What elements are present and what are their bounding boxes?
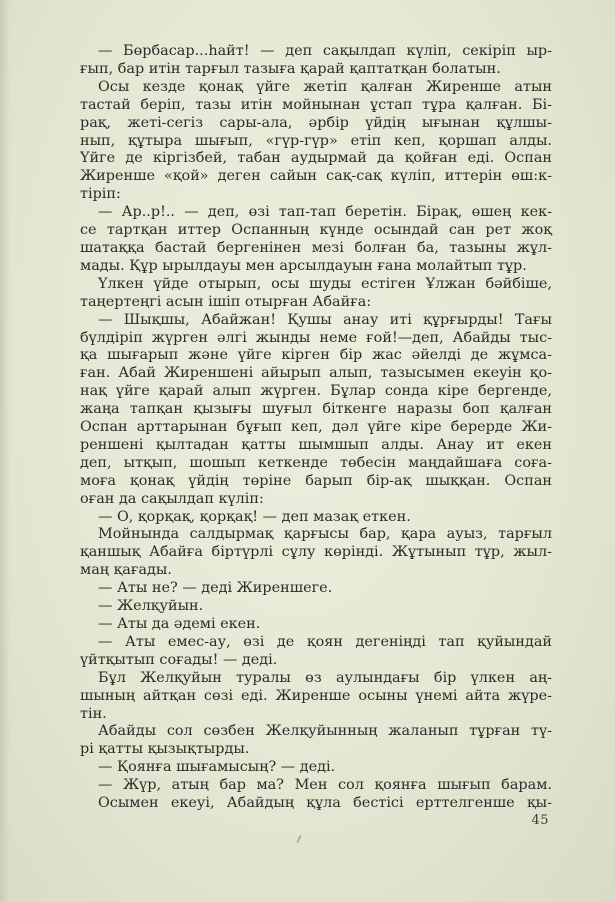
text-line: тін.: [80, 705, 107, 722]
text-line: Абайды сол сөзбен Желқуйынның жаланып тұрған тү-: [98, 723, 552, 740]
text-line: шатаққа бастай бергенінен мезі болған ба, тазыны жұл-: [80, 239, 552, 256]
text-line: — Аты не? — деді Жиреншеге.: [98, 580, 333, 597]
text-line: Үлкен үйде отырып, осы шуды естіген Ұлжан бәйбіше,: [98, 275, 552, 292]
text-line: қаншық Абайға біртүрлі сұлу көрінді. Жұтынып тұр, жыл-: [80, 544, 552, 561]
text-line: маң қағады.: [80, 562, 172, 579]
text-line: мады. Құр ырылдауы мен арсылдауын ғана молайтып тұр.: [80, 257, 527, 274]
text-line: қа шығарып және үйге кірген бір жас әйелді де жұмса-: [80, 347, 552, 364]
text-line: бүлдіріп жүрген әлгі жынды неме ғой!—деп, Абайды тыс-: [80, 329, 552, 346]
text-line: Үйге де кіргізбей, табан аудырмай да қойған еді. Оспан: [80, 150, 552, 167]
text-line: оған да сақылдап күліп:: [80, 490, 264, 507]
text-line: шының айтқан сөзі еді. Жиренше осыны үнемі айта жүре-: [80, 687, 552, 704]
text-line: Жиреншe «қой» деген сайын сақ-сақ күліп, иттерін өш:к-: [80, 168, 552, 185]
text-line: Оспан арттарынан бұғып кеп, дәл үйге кіре берерде Жи-: [80, 419, 552, 436]
page-number: 45: [531, 813, 549, 828]
text-line: — О, қорқақ, қорқақ! — деп мазақ еткен.: [98, 508, 411, 525]
text-line: — Бөрбасар...һайт! — деп сақылдап күліп, секіріп ыр-: [98, 43, 552, 59]
text-line: — Қоянға шығамысың? — деді.: [98, 759, 336, 776]
text-line: — Аты да әдемі екен.: [98, 616, 261, 632]
text-line: реншені қылтадан қатты шымшып алды. Анау ит екен: [80, 436, 552, 453]
text-line: нақ үйге қарай алып жүрген. Бұлар сонда кіре бергенде,: [80, 383, 552, 400]
text-line: Мойнында салдырмақ қарғысы бар, қара ауыз, тарғыл: [98, 526, 552, 543]
text-line: — Шықшы, Абайжан! Қушы анау иті құрғырды! Тағы: [98, 311, 552, 328]
text-line: се тартқан иттер Оспанның күнде осындай сан рет жоқ: [80, 222, 552, 239]
text-line: үйтқытып соғады! — деді.: [80, 651, 278, 668]
text-line: ғып, бар итін тарғыл тазыға қарай қаптатқан болатын.: [80, 60, 501, 77]
print-speck: [296, 835, 301, 843]
text-line: тастай беріп, тазы итін мойнынан ұстап тұра қалған. Бі-: [80, 96, 552, 113]
text-line: таңертеңгі асын ішіп отырған Абайға:: [80, 293, 372, 310]
text-line: Осымен екеуі, Абайдың құла бестісі ерттелгенше қы-: [98, 795, 552, 812]
body-text: [80, 43, 552, 813]
text-line: тіріп:: [80, 186, 121, 203]
text-line: Бұл Желқуйын туралы өз аулындағы бір үлкен аң-: [98, 669, 552, 686]
text-line: деп, ытқып, шошып кеткенде төбесін маңдайшаға соға-: [80, 454, 552, 471]
text-line: рақ, жеті-сегіз сары-ала, әрбір үйдің ығынан құлшы-: [80, 114, 552, 131]
text-line: нып, құтыра шығып, «гүр-гүр» етіп кеп, қоршап алды.: [80, 132, 552, 149]
text-line: моға қонақ үйдің төріне барып бір-ақ шыққан. Оспан: [80, 472, 552, 489]
text-line: ған. Абай Жиреншені айырып алып, тазысымен екеуін қо-: [80, 365, 552, 382]
text-line: — Аты емес-ау, өзі де қоян дегеніңді тап қуйындай: [98, 633, 552, 650]
text-line: рі қатты қызықтырды.: [80, 741, 250, 758]
text-line: — Жүр, атың бар ма? Мен сол қоянға шығып барам.: [98, 777, 552, 794]
text-line: — Желқуйын.: [98, 598, 204, 615]
text-line: — Ар..р!.. — деп, өзі тап-тап беретін. Бірақ, өшең кек-: [98, 204, 552, 221]
text-line: жаңа тапқан қызығы шуғыл біткенге наразы боп қалған: [80, 401, 552, 418]
text-line: Осы кезде қонақ үйге жетіп қалған Жиренше атын: [98, 78, 552, 95]
